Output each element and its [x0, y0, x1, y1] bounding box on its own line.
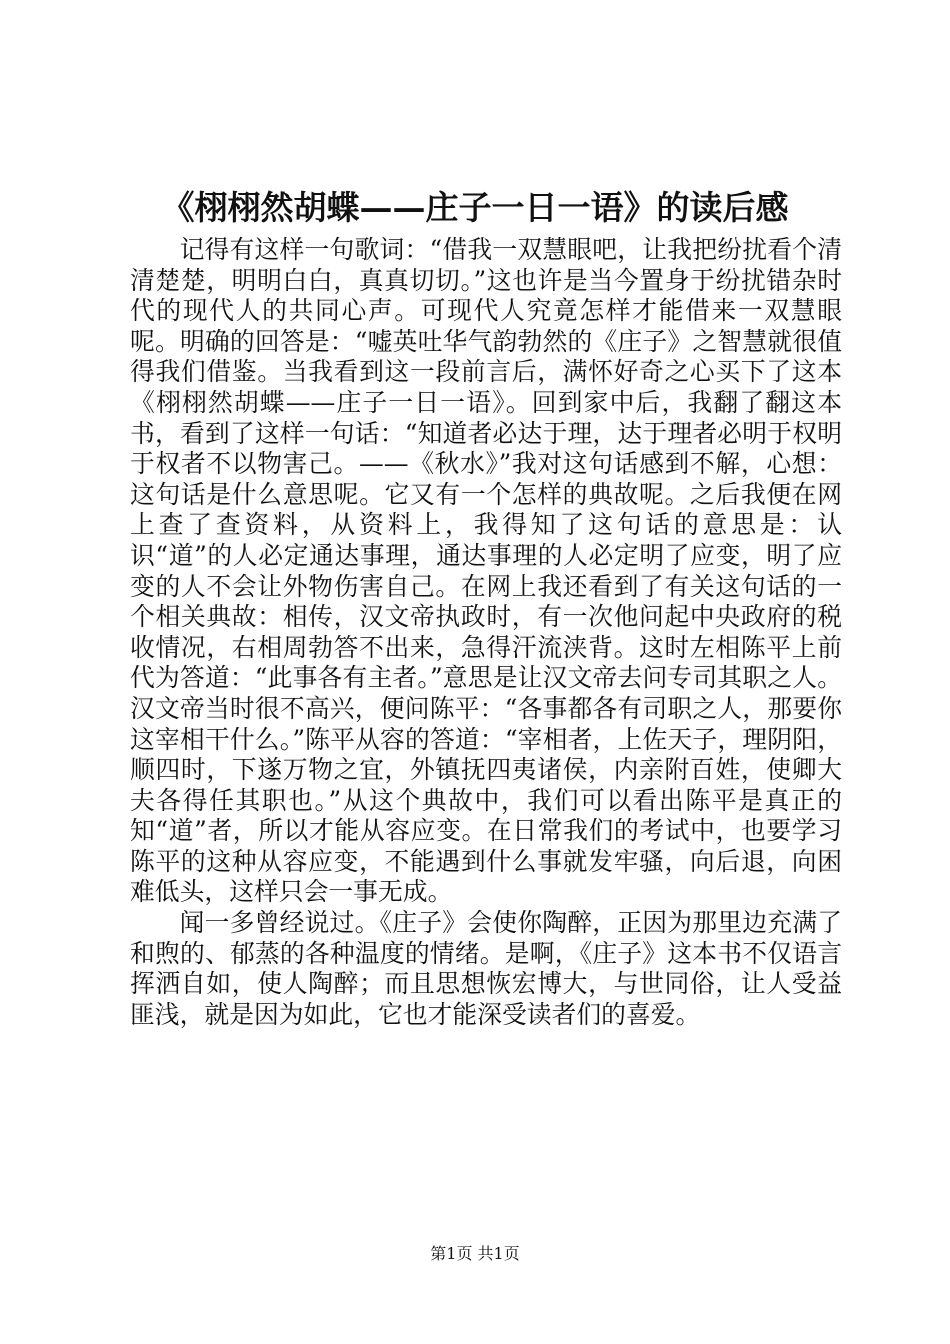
paragraph-1: 记得有这样一句歌词：“借我一双慧眼吧，让我把纷扰看个清清楚楚，明明白白，真真切切。”这也许是当今置身于纷扰错杂时代的现代人的共同心声。可现代人究竟怎样才能借来一双慧眼呢。明确的回答是：“嘘英吐华气韵勃然的《庄子》之智慧就很值得我们借鉴。当我看到这一段前言后，满怀好奇之心买下了这本《栩栩然胡蝶——庄子一日一语》。回到家中后，我翻了翻这本书，看到了这样一句话：“知道者必达于理，达于理者必明于权明于权者不以物害己。——《秋水》”我对这句话感到不解，心想：这句话是什么意思呢。它又有一个怎样的典故呢。之后我便在网上查了查资料，从资料上，我得知了这句话的意思是：认识“道”的人必定通达事理，通达事理的人必定明了应变，明了应变的人不会让外物伤害自己。在网上我还看到了有关这句话的一个相关典故：相传，汉文帝执政时，有一次他问起中央政府的税收情况，右相周勃答不出来，急得汗流浃背。这时左相陈平上前代为答道：“此事各有主者。”意思是让汉文帝去问专司其职之人。汉文帝当时很不高兴，便问陈平：“各事都各有司职之人，那要你这宰相干什么。”陈平从容的答道：“宰相者，上佐天子，理阴阳，顺四时，下遂万物之宜，外镇抚四夷诸侯，内亲附百姓，使卿大夫各得任其职也。”从这个典故中，我们可以看出陈平是真正的知“道”者，所以才能从容应变。在日常我们的考试中，也要学习陈平的这种从容应变，不能遇到什么事就发牢骚，向后退，向困难低头，这样只会一事无成。	[130, 235, 842, 907]
document-title: 《栩栩然胡蝶——庄子一日一语》的读后感	[161, 188, 789, 227]
paragraph-2: 闻一多曾经说过。《庄子》会使你陶醉，正因为那里边充满了和煦的、郁蒸的各种温度的情绪。是啊，《庄子》这本书不仅语言挥洒自如，使人陶醉；而且思想恢宏博大，与世同俗，让人受益匪浅，就是因为如此，它也才能深受读者们的喜爱。	[130, 908, 842, 1029]
document-body	[130, 235, 842, 1030]
page-footer: 第1页 共1页	[430, 1244, 520, 1263]
